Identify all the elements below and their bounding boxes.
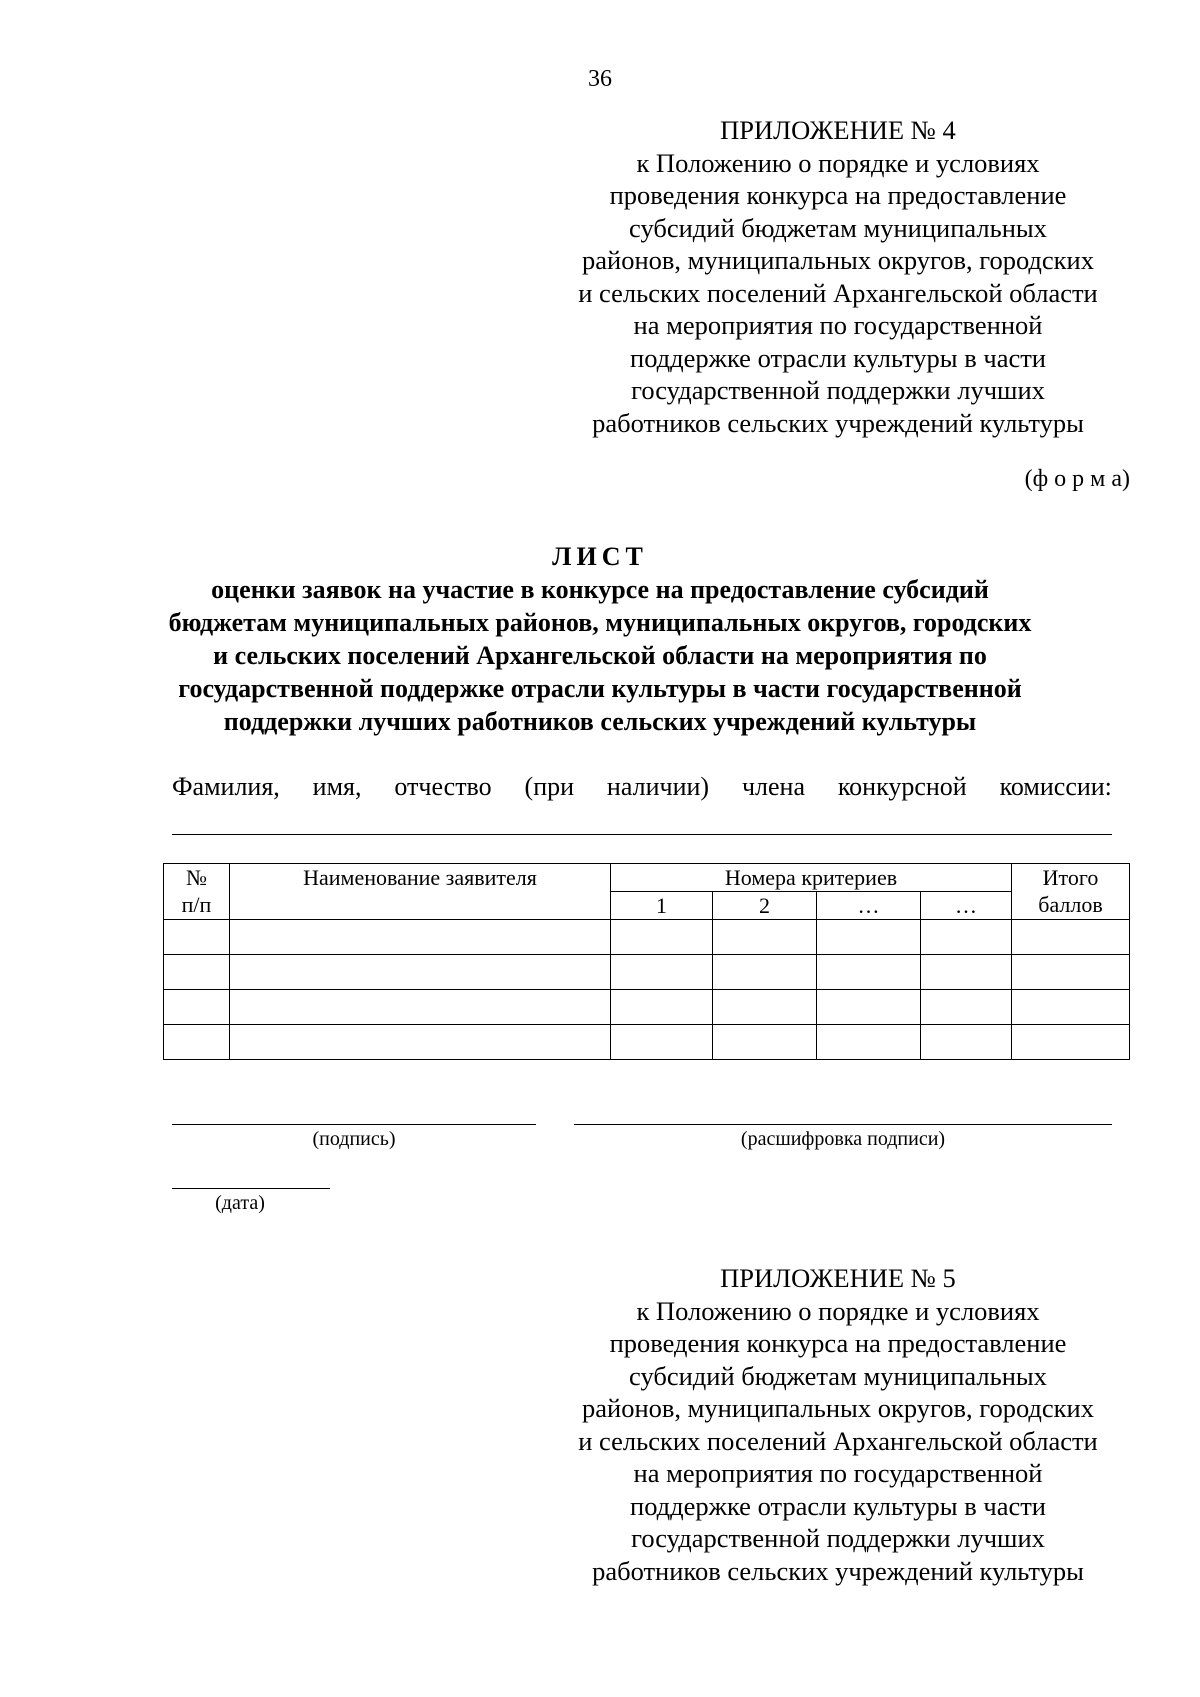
appendix-4-line: субсидий бюджетам муниципальных xyxy=(629,212,1047,243)
table-cell[interactable] xyxy=(713,955,817,990)
table-cell[interactable] xyxy=(817,920,921,955)
table-cell[interactable] xyxy=(164,1025,230,1060)
member-label-word: члена xyxy=(741,772,805,801)
appendix-5-line: работников сельских учреждений культуры xyxy=(592,1555,1084,1586)
table-row xyxy=(164,955,1130,990)
table-cell[interactable] xyxy=(611,955,713,990)
signature-field[interactable] xyxy=(172,1124,536,1125)
table-cell[interactable] xyxy=(230,1025,611,1060)
table-cell[interactable] xyxy=(921,920,1012,955)
table-cell[interactable] xyxy=(230,955,611,990)
table-cell[interactable] xyxy=(611,990,713,1025)
appendix-5-title: ПРИЛОЖЕНИЕ № 5 xyxy=(720,1263,956,1293)
appendix-4-line: и сельских поселений Архангельской области xyxy=(578,277,1098,308)
date-field[interactable] xyxy=(172,1188,330,1189)
table-cell[interactable] xyxy=(164,990,230,1025)
appendix-4-line: районов, муниципальных округов, городских xyxy=(582,245,1094,275)
col-number-label: п/п xyxy=(181,892,212,917)
criterion-header: … xyxy=(817,892,921,920)
criterion-header: 1 xyxy=(611,892,713,920)
table-cell[interactable] xyxy=(921,990,1012,1025)
appendix-4-line: проведения конкурса на предоставление xyxy=(609,180,1067,210)
appendix-5-line: поддержке отрасли культуры в части xyxy=(630,1490,1046,1521)
col-total-label: Итого xyxy=(1042,865,1099,890)
member-label-word: отчество xyxy=(394,772,492,801)
evaluation-table xyxy=(163,863,1130,1060)
member-label-word: наличии) xyxy=(606,772,710,801)
table-cell[interactable] xyxy=(611,1025,713,1060)
commission-member-name-field[interactable] xyxy=(172,834,1112,835)
appendix-4-title: ПРИЛОЖЕНИЕ № 4 xyxy=(720,115,956,145)
document-title-line: оценки заявок на участие в конкурсе на предоставление субсидий xyxy=(211,575,989,604)
appendix-5-line: и сельских поселений Архангельской области xyxy=(578,1425,1098,1456)
table-cell[interactable] xyxy=(230,990,611,1025)
table-cell[interactable] xyxy=(1012,920,1130,955)
document-title-line: бюджетам муниципальных районов, муниципальных округов, городских xyxy=(168,608,1032,637)
table-cell[interactable] xyxy=(921,1025,1012,1060)
document-title xyxy=(100,540,1100,738)
member-label-word: конкурсной xyxy=(837,772,967,801)
signature-decoding-field[interactable] xyxy=(574,1124,1112,1125)
member-label-word: имя, xyxy=(312,772,362,801)
col-number-label: № xyxy=(186,865,207,890)
criterion-header: 2 xyxy=(713,892,817,920)
appendix-5-line: государственной поддержки лучших xyxy=(631,1523,1045,1553)
member-label-word: комиссии: xyxy=(999,772,1112,801)
col-applicant-header: Наименование заявителя xyxy=(230,864,611,920)
table-cell[interactable] xyxy=(921,955,1012,990)
appendix-5-line: к Положению о порядке и условиях xyxy=(636,1295,1040,1326)
document-title-line: поддержки лучших работников сельских учреждений культуры xyxy=(223,707,977,736)
appendix-4-line: поддержке отрасли культуры в части xyxy=(630,342,1046,373)
table-cell[interactable] xyxy=(164,955,230,990)
col-total-header xyxy=(1012,864,1130,920)
signature-decoding-caption: (расшифровка подписи) xyxy=(740,1128,946,1150)
appendix-5-line: на мероприятия по государственной xyxy=(633,1458,1043,1488)
member-label-word: Фамилия, xyxy=(172,772,280,801)
table-cell[interactable] xyxy=(1012,955,1130,990)
appendix-5-line: районов, муниципальных округов, городских xyxy=(582,1393,1094,1423)
table-cell[interactable] xyxy=(164,920,230,955)
page-number: 36 xyxy=(588,66,612,92)
document-title-line: и сельских поселений Архангельской области на мероприятия по xyxy=(213,641,987,670)
table-cell[interactable] xyxy=(230,920,611,955)
document-heading: ЛИСТ xyxy=(552,542,648,571)
appendix-4-line: к Положению о порядке и условиях xyxy=(636,147,1040,178)
appendix-4-line: работников сельских учреждений культуры xyxy=(592,407,1084,438)
table-cell[interactable] xyxy=(817,1025,921,1060)
appendix-4-block xyxy=(538,114,1138,439)
appendix-5-block xyxy=(538,1262,1138,1587)
table-cell[interactable] xyxy=(713,1025,817,1060)
col-number-header xyxy=(164,864,230,920)
table-cell[interactable] xyxy=(817,990,921,1025)
table-cell[interactable] xyxy=(713,990,817,1025)
col-criteria-header: Номера критериев xyxy=(611,864,1012,892)
table-row xyxy=(164,990,1130,1025)
signature-caption: (подпись) xyxy=(312,1128,396,1150)
table-cell[interactable] xyxy=(817,955,921,990)
appendix-4-line: на мероприятия по государственной xyxy=(633,310,1043,340)
document-title-line: государственной поддержке отрасли культуры в части государственной xyxy=(178,674,1022,703)
form-note: (ф о р м а) xyxy=(1024,466,1130,492)
col-total-label: баллов xyxy=(1038,892,1103,917)
table-cell[interactable] xyxy=(713,920,817,955)
table-cell[interactable] xyxy=(1012,990,1130,1025)
table-row xyxy=(164,920,1130,955)
member-label-word: (при xyxy=(524,772,575,801)
criterion-header: … xyxy=(921,892,1012,920)
table-cell[interactable] xyxy=(1012,1025,1130,1060)
table-cell[interactable] xyxy=(611,920,713,955)
date-caption: (дата) xyxy=(215,1192,265,1214)
table-row xyxy=(164,1025,1130,1060)
appendix-4-line: государственной поддержки лучших xyxy=(631,375,1045,405)
appendix-5-line: субсидий бюджетам муниципальных xyxy=(629,1360,1047,1391)
appendix-5-line: проведения конкурса на предоставление xyxy=(609,1328,1067,1358)
commission-member-label xyxy=(172,772,1112,802)
